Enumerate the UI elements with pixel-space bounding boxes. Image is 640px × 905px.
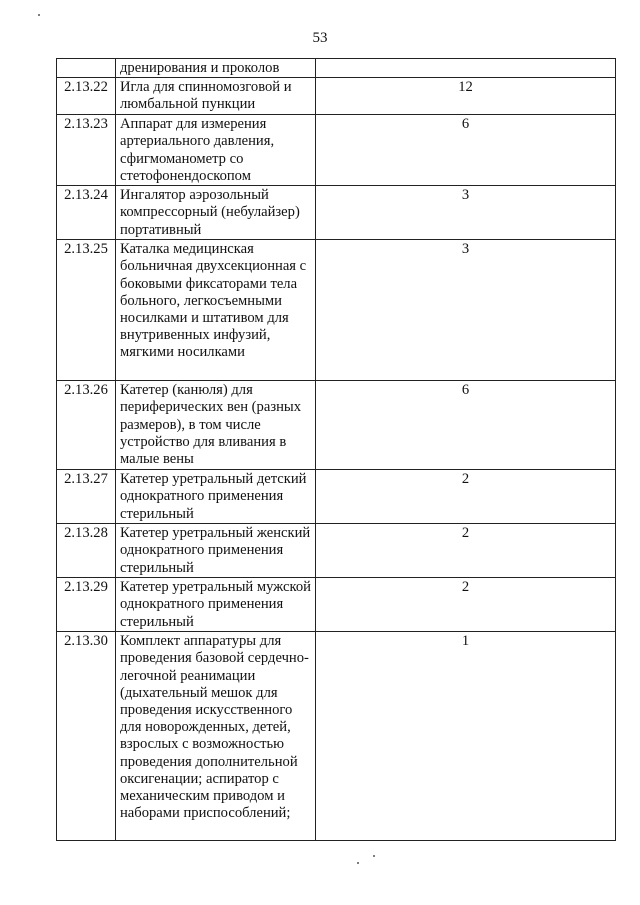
row-name-cell: дренирования и проколов bbox=[116, 59, 316, 78]
row-quantity-cell: 2 bbox=[316, 578, 616, 632]
scan-speck bbox=[373, 855, 375, 857]
equipment-table-body bbox=[57, 59, 616, 841]
equipment-table bbox=[56, 58, 616, 841]
row-name-cell: Катетер уретральный мужской однократного применения стерильный bbox=[116, 578, 316, 632]
table-row bbox=[57, 78, 616, 115]
row-number-cell: 2.13.29 bbox=[57, 578, 116, 632]
table-row bbox=[57, 578, 616, 632]
scan-speck bbox=[357, 862, 359, 864]
row-number-cell: 2.13.23 bbox=[57, 115, 116, 186]
page-number: 53 bbox=[312, 30, 328, 46]
row-name-cell: Каталка медицинская больничная двухсекционная с боковыми фиксаторами тела больного, легкосъемными носилками и штативом для внутривенных инфузий, мягкими носилками bbox=[116, 240, 316, 381]
row-number-cell: 2.13.24 bbox=[57, 186, 116, 240]
row-quantity-cell: 12 bbox=[316, 78, 616, 115]
row-number-cell: 2.13.28 bbox=[57, 524, 116, 578]
row-number-cell: 2.13.30 bbox=[57, 632, 116, 841]
scan-speck bbox=[38, 14, 40, 16]
row-quantity-cell: 2 bbox=[316, 524, 616, 578]
row-name-cell: Катетер уретральный детский однократного применения стерильный bbox=[116, 470, 316, 524]
table-row bbox=[57, 470, 616, 524]
row-name-cell: Аппарат для измерения артериального давления, сфигмоманометр со стетофонендоскопом bbox=[116, 115, 316, 186]
row-name-cell: Катетер уретральный женский однократного применения стерильный bbox=[116, 524, 316, 578]
table-row bbox=[57, 115, 616, 186]
table-row-continuation bbox=[57, 59, 616, 78]
row-quantity-cell: 6 bbox=[316, 115, 616, 186]
row-quantity-cell: 1 bbox=[316, 632, 616, 841]
row-quantity-cell bbox=[316, 59, 616, 78]
row-quantity-cell: 3 bbox=[316, 240, 616, 381]
row-quantity-cell: 2 bbox=[316, 470, 616, 524]
row-number-cell: 2.13.22 bbox=[57, 78, 116, 115]
table-row bbox=[57, 240, 616, 381]
row-number-cell: 2.13.27 bbox=[57, 470, 116, 524]
table-row bbox=[57, 632, 616, 841]
row-number-cell: 2.13.26 bbox=[57, 381, 116, 470]
table-row bbox=[57, 381, 616, 470]
row-name-cell: Игла для спинномозговой и люмбальной пункции bbox=[116, 78, 316, 115]
row-quantity-cell: 3 bbox=[316, 186, 616, 240]
table-row bbox=[57, 524, 616, 578]
row-quantity-cell: 6 bbox=[316, 381, 616, 470]
table-row bbox=[57, 186, 616, 240]
row-number-cell bbox=[57, 59, 116, 78]
row-name-cell: Ингалятор аэрозольный компрессорный (небулайзер) портативный bbox=[116, 186, 316, 240]
row-number-cell: 2.13.25 bbox=[57, 240, 116, 381]
row-name-cell: Катетер (канюля) для периферических вен (разных размеров), в том числе устройство для вливания в малые вены bbox=[116, 381, 316, 470]
row-name-cell: Комплект аппаратуры для проведения базовой сердечно-легочной реанимации (дыхательный мешок для проведения искусственного для новорожденных, детей, взрослых с возможностью проведения дополнительной оксигенации; аспиратор с механическим приводом и наборами приспособлений; bbox=[116, 632, 316, 841]
